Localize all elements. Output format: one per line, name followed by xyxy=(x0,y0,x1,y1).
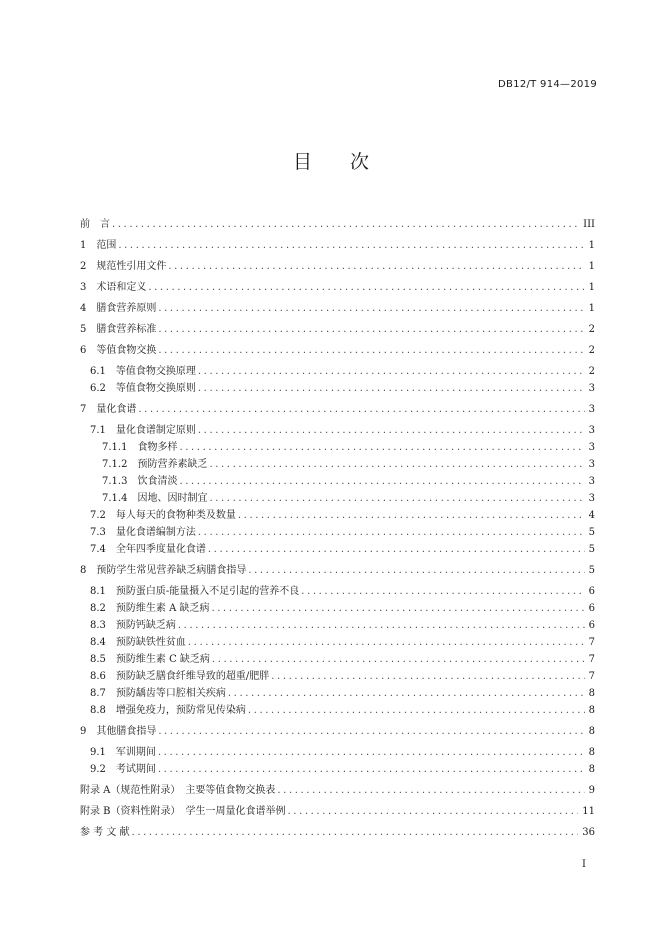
toc-leader-dots xyxy=(158,345,584,356)
toc-entry[interactable] xyxy=(102,489,595,504)
toc-entry-page: 6 xyxy=(588,586,595,597)
toc-entry-page: 3 xyxy=(588,476,595,487)
toc-entry[interactable] xyxy=(90,701,595,716)
toc-entry-label: 9.2 考试期间 xyxy=(90,764,156,775)
page-number: I xyxy=(582,859,586,870)
toc-entry-label: 8.8 增强免疫力，预防常见传染病 xyxy=(90,705,246,716)
toc-entry-label: 8.6 预防缺乏膳食纤维导致的超重/肥胖 xyxy=(90,671,270,682)
toc-leader-dots xyxy=(168,261,584,272)
toc-entry-label: 7.1.4 因地、因时制宜 xyxy=(102,493,208,504)
toc-entry-page: 5 xyxy=(588,565,595,576)
toc-leader-dots xyxy=(158,303,584,314)
toc-leader-dots xyxy=(198,425,585,436)
toc-entry[interactable] xyxy=(80,320,595,335)
toc-entry-page: 11 xyxy=(582,806,595,817)
toc-leader-dots xyxy=(158,747,585,758)
toc-entry-label: 8.2 预防维生素 A 缺乏病 xyxy=(90,603,210,614)
toc-entry-page: 6 xyxy=(588,603,595,614)
toc-entry-label: 2 规范性引用文件 xyxy=(80,261,167,272)
toc-entry-page: 5 xyxy=(588,544,595,555)
toc-leader-dots xyxy=(112,219,579,230)
toc-entry-page: 2 xyxy=(588,345,595,356)
toc-entry[interactable] xyxy=(80,802,595,817)
toc-entry[interactable] xyxy=(102,455,595,470)
toc-entry[interactable] xyxy=(90,362,595,377)
toc-leader-dots xyxy=(132,827,579,838)
toc-entry-label: 6.2 等值食物交换原则 xyxy=(90,383,196,394)
toc-entry-page: 4 xyxy=(588,510,595,521)
toc-entry[interactable] xyxy=(80,299,595,314)
toc-entry-page: 2 xyxy=(588,324,595,335)
toc-entry[interactable] xyxy=(90,379,595,394)
toc-entry[interactable] xyxy=(90,633,595,648)
toc-leader-dots xyxy=(238,510,585,521)
toc-entry[interactable] xyxy=(90,582,595,597)
toc-entry-label: 前 言 xyxy=(80,219,110,230)
page-title: 目 次 xyxy=(292,151,386,173)
toc-entry-label: 7.1.1 食物多样 xyxy=(102,442,178,453)
toc-entry[interactable] xyxy=(80,341,595,356)
document-code: DB12/T 914—2019 xyxy=(498,79,597,90)
toc-entry-page: 3 xyxy=(588,425,595,436)
toc-entry-page: 9 xyxy=(588,785,595,796)
toc-entry[interactable] xyxy=(80,823,595,838)
toc-entry[interactable] xyxy=(102,472,595,487)
toc-leader-dots xyxy=(212,654,585,665)
toc-entry-label: 8.5 预防维生素 C 缺乏病 xyxy=(90,654,210,665)
toc-leader-dots xyxy=(228,688,585,699)
toc-entry-label: 7.3 量化食谱编制方法 xyxy=(90,527,196,538)
toc-entry[interactable] xyxy=(80,278,595,293)
toc-leader-dots xyxy=(179,476,584,487)
toc-entry-page: 6 xyxy=(588,620,595,631)
toc-entry[interactable] xyxy=(102,438,595,453)
toc-entry-label: 8 预防学生常见营养缺乏病膳食指导 xyxy=(80,565,247,576)
toc-entry-page: 3 xyxy=(588,383,595,394)
toc-entry-page: 3 xyxy=(588,459,595,470)
toc-entry-label: 6 等值食物交换 xyxy=(80,345,157,356)
toc-entry[interactable] xyxy=(90,667,595,682)
toc-entry-page: 7 xyxy=(588,671,595,682)
toc-entry[interactable] xyxy=(90,506,595,521)
toc-entry-label: 7.4 全年四季度量化食谱 xyxy=(90,544,206,555)
toc-entry-page: 8 xyxy=(588,726,595,737)
toc-entry-label: 附录 B（资料性附录） 学生一周量化食谱举例 xyxy=(80,806,286,817)
toc-entry[interactable] xyxy=(90,599,595,614)
toc-entry[interactable] xyxy=(80,215,595,230)
toc-entry-page: 8 xyxy=(588,688,595,699)
toc-entry-page: 1 xyxy=(588,240,595,251)
toc-entry-page: III xyxy=(583,219,595,230)
toc-entry-label: 4 膳食营养原则 xyxy=(80,303,157,314)
toc-entry-page: 7 xyxy=(588,637,595,648)
toc-entry[interactable] xyxy=(80,400,595,415)
toc-entry-page: 8 xyxy=(588,747,595,758)
toc-leader-dots xyxy=(158,726,584,737)
toc-entry-page: 3 xyxy=(588,493,595,504)
toc-entry-page: 1 xyxy=(588,261,595,272)
toc-leader-dots xyxy=(118,240,584,251)
toc-entry-page: 7 xyxy=(588,654,595,665)
toc-entry-label: 7.1.2 预防营养素缺乏 xyxy=(102,459,208,470)
toc-leader-dots xyxy=(198,383,585,394)
toc-leader-dots xyxy=(188,637,585,648)
toc-entry[interactable] xyxy=(90,540,595,555)
toc-entry-page: 1 xyxy=(588,303,595,314)
toc-leader-dots xyxy=(271,671,584,682)
toc-leader-dots xyxy=(288,806,579,817)
toc-entry[interactable] xyxy=(90,684,595,699)
toc-entry[interactable] xyxy=(80,561,595,576)
toc-leader-dots xyxy=(208,544,585,555)
toc-entry-label: 5 膳食营养标准 xyxy=(80,324,157,335)
toc-entry-page: 3 xyxy=(588,404,595,415)
toc-entry-page: 8 xyxy=(588,764,595,775)
toc-entry-label: 7.1.3 饮食清淡 xyxy=(102,476,178,487)
toc-entry-label: 7 量化食谱 xyxy=(80,404,137,415)
toc-leader-dots xyxy=(158,764,585,775)
toc-entry[interactable] xyxy=(90,421,595,436)
toc-entry[interactable] xyxy=(90,616,595,631)
toc-entry-label: 8.3 预防钙缺乏病 xyxy=(90,620,176,631)
toc-leader-dots xyxy=(198,527,585,538)
toc-entry-label: 7.1 量化食谱制定原则 xyxy=(90,425,196,436)
toc-leader-dots xyxy=(209,459,584,470)
toc-leader-dots xyxy=(179,442,584,453)
toc-entry-label: 9.1 军训期间 xyxy=(90,747,156,758)
toc-entry[interactable] xyxy=(80,781,595,796)
toc-leader-dots xyxy=(138,404,584,415)
toc-entry-page: 5 xyxy=(588,527,595,538)
toc-leader-dots xyxy=(248,565,584,576)
toc-leader-dots xyxy=(198,366,585,377)
toc-leader-dots xyxy=(277,785,584,796)
toc-entry-label: 6.1 等值食物交换原理 xyxy=(90,366,196,377)
toc-entry-page: 8 xyxy=(588,705,595,716)
toc-entry[interactable] xyxy=(90,650,595,665)
toc-leader-dots xyxy=(158,324,584,335)
toc-entry[interactable] xyxy=(90,760,595,775)
toc-entry-label: 附录 A（规范性附录） 主要等值食物交换表 xyxy=(80,785,276,796)
toc-entry-page: 36 xyxy=(582,827,595,838)
toc-leader-dots xyxy=(178,620,585,631)
toc-entry[interactable] xyxy=(80,236,595,251)
toc-leader-dots xyxy=(248,705,585,716)
toc-leader-dots xyxy=(148,282,584,293)
toc-entry-page: 1 xyxy=(588,282,595,293)
toc-entry-label: 3 术语和定义 xyxy=(80,282,147,293)
toc-entry-page: 2 xyxy=(588,366,595,377)
toc-entry[interactable] xyxy=(80,722,595,737)
toc-entry-label: 7.2 每人每天的食物种类及数量 xyxy=(90,510,236,521)
toc-entry[interactable] xyxy=(90,523,595,538)
toc-leader-dots xyxy=(211,603,584,614)
toc-leader-dots xyxy=(209,493,584,504)
toc-entry-label: 1 范围 xyxy=(80,240,117,251)
toc-entry-label: 8.1 预防蛋白质-能量摄入不足引起的营养不良 xyxy=(90,586,300,597)
toc-entry[interactable] xyxy=(90,743,595,758)
toc-entry[interactable] xyxy=(80,257,595,272)
toc-entry-label: 参 考 文 献 xyxy=(80,827,130,838)
toc-entry-label: 8.4 预防缺铁性贫血 xyxy=(90,637,186,648)
toc-entry-label: 8.7 预防龋齿等口腔相关疾病 xyxy=(90,688,226,699)
toc-entry-label: 9 其他膳食指导 xyxy=(80,726,157,737)
toc-entry-page: 3 xyxy=(588,442,595,453)
toc-leader-dots xyxy=(301,586,584,597)
